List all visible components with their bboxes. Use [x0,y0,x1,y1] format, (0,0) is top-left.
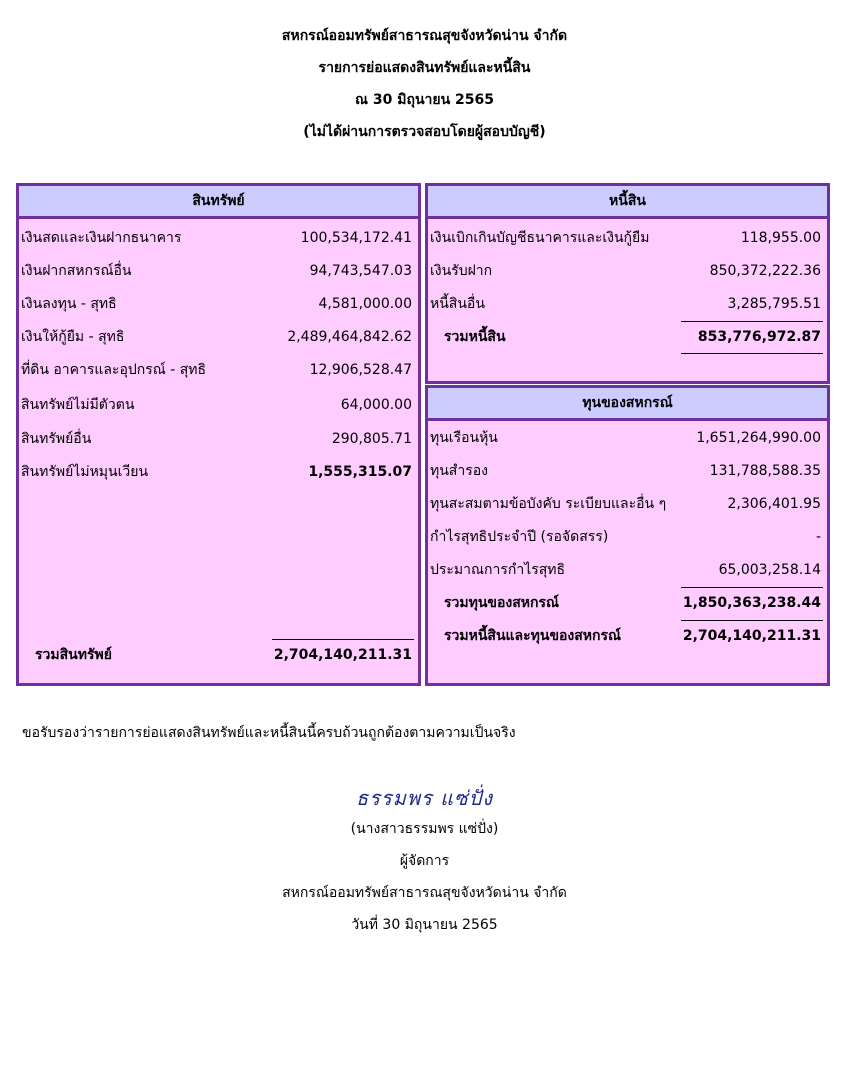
equity-value: 65,003,258.14 [718,562,821,578]
equity-total-row [428,587,827,620]
liabilities-total-label: รวมหนี้สิน [444,329,506,345]
asset-row [19,456,418,489]
asset-value: 1,555,315.07 [308,464,412,480]
liability-row [428,288,827,321]
equity-row [428,554,827,587]
asset-value: 64,000.00 [340,397,412,413]
equity-value: 2,306,401.95 [727,496,821,512]
total-rule [681,353,823,354]
asset-row [19,255,418,288]
equity-header: ทุนของสหกรณ์ [428,388,827,421]
asset-row [19,387,418,423]
asset-value: 4,581,000.00 [318,296,412,312]
grand-total-value: 2,704,140,211.31 [682,628,821,644]
equity-value: - [815,529,821,545]
assets-total-label: รวมสินทรัพย์ [35,647,112,663]
liabilities-total-value: 853,776,972.87 [697,329,821,345]
signatory-name: (นางสาวธรรมพร แซ่ปั่ง) [350,821,499,837]
equity-value: 131,788,588.35 [709,463,821,479]
asset-row [19,423,418,456]
assets-total-row [19,639,418,672]
signatory-organization: สหกรณ์ออมทรัพย์สาธารณสุขจังหวัดน่าน จำกัด [282,885,567,901]
asset-label: เงินสดและเงินฝากธนาคาร [21,230,182,246]
asset-row [19,354,418,387]
signatory-position: ผู้จัดการ [399,853,450,869]
assets-panel [16,183,421,686]
report-title: รายการย่อแสดงสินทรัพย์และหนี้สิน [318,60,531,76]
asset-label: เงินฝากสหกรณ์อื่น [21,263,132,279]
signature-text: ธรรมพร แซ่ปั่ง [355,786,494,810]
equity-row [428,521,827,554]
equity-row [428,422,827,455]
asset-value: 2,489,464,842.62 [287,329,412,345]
liability-value: 850,372,222.36 [709,263,821,279]
equity-value: 1,651,264,990.00 [696,430,821,446]
grand-total-label: รวมหนี้สินและทุนของสหกรณ์ [444,628,622,644]
liability-label: เงินเบิกเกินบัญชีธนาคารและเงินกู้ยืม [430,230,650,246]
asset-label: ที่ดิน อาคารและอุปกรณ์ - สุทธิ [21,362,207,378]
liability-label: เงินรับฝาก [430,263,493,279]
assets-total-value: 2,704,140,211.31 [273,647,412,663]
asset-row [19,321,418,354]
liability-label: หนี้สินอื่น [430,296,485,312]
asset-row [19,222,418,255]
asset-label: สินทรัพย์อื่น [21,431,92,447]
signature-date: วันที่ 30 มิถุนายน 2565 [351,917,498,933]
asset-label: สินทรัพย์ไม่หมุนเวียน [21,464,149,480]
equity-total-label: รวมทุนของสหกรณ์ [444,595,559,611]
signatory-block [0,813,849,941]
certification-statement: ขอรับรองว่ารายการย่อแสดงสินทรัพย์และหนี้สินนี้ครบถ้วนถูกต้องตามความเป็นจริง [22,725,516,741]
liabilities-header: หนี้สิน [428,186,827,219]
asset-value: 12,906,528.47 [309,362,412,378]
asset-label: เงินลงทุน - สุทธิ [21,296,117,312]
liabilities-panel [425,183,830,384]
coop-name-title: สหกรณ์ออมทรัพย์สาธารณสุขจังหวัดน่าน จำกัด [281,28,568,44]
grand-total-row [428,620,827,653]
liability-row [428,255,827,288]
report-header [0,22,849,150]
equity-label: ทุนเรือนหุ้น [430,430,498,446]
asset-value: 100,534,172.41 [300,230,412,246]
asset-label: เงินให้กู้ยืม - สุทธิ [21,329,125,345]
equity-total-value: 1,850,363,238.44 [682,595,821,611]
equity-panel [425,385,830,686]
equity-row [428,488,827,521]
asset-label: สินทรัพย์ไม่มีตัวตน [21,397,135,413]
liability-row [428,222,827,255]
handwritten-signature [0,782,849,814]
liability-value: 3,285,795.51 [727,296,821,312]
liabilities-total-row [428,321,827,354]
equity-label: ทุนสำรอง [430,463,488,479]
audit-note: (ไม่ได้ผ่านการตรวจสอบโดยผู้สอบบัญชี) [303,124,546,140]
asset-value: 290,805.71 [331,431,412,447]
equity-label: ทุนสะสมตามข้อบังคับ ระเบียบและอื่น ๆ [430,496,667,512]
assets-header: สินทรัพย์ [19,186,418,219]
liability-value: 118,955.00 [740,230,821,246]
equity-label: ประมาณการกำไรสุทธิ [430,562,566,578]
equity-label: กำไรสุทธิประจำปี (รอจัดสรร) [430,529,609,545]
report-date: ณ 30 มิถุนายน 2565 [355,92,494,108]
equity-row [428,455,827,488]
asset-value: 94,743,547.03 [309,263,412,279]
asset-row [19,288,418,321]
